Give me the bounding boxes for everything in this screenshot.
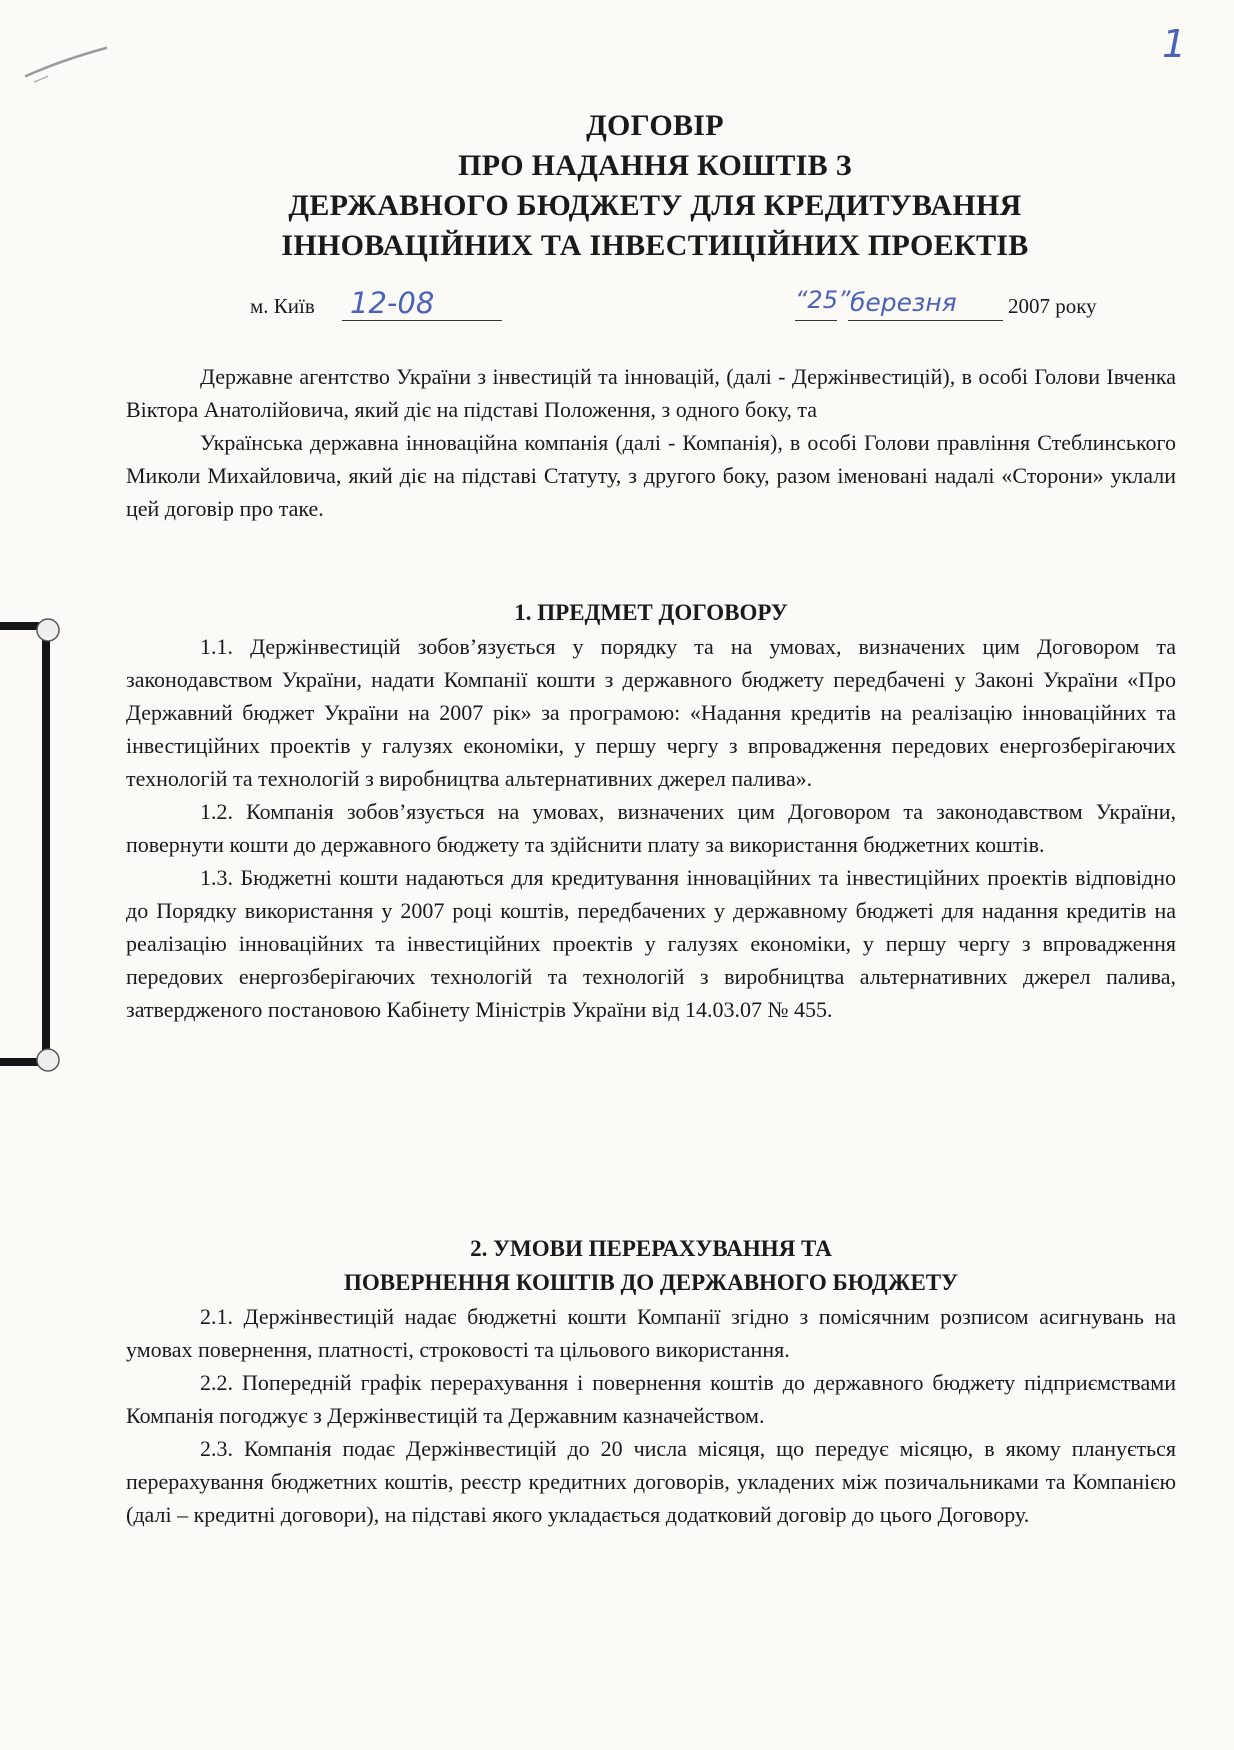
section-1-heading: 1. ПРЕДМЕТ ДОГОВОРУ [514, 600, 788, 625]
clause-1-2: 1.2. Компанія зобов’язується на умовах, визначених цим Договором та законодавством України, повернути кошти до державного бюджету та здійснити плату за використання бюджетних коштів. [126, 799, 1176, 857]
title-line: ДЕРЖАВНОГО БЮДЖЕТУ ДЛЯ КРЕДИТУВАННЯ [288, 189, 1022, 222]
clause-2-2: 2.2. Попередній графік перерахування і повернення коштів до державного бюджету підприємствами Компанія погоджує з Держінвестицій та Державним казначейством. [126, 1370, 1176, 1428]
registration-number-handwritten: 12-08 [350, 286, 435, 320]
date-month-line [848, 320, 1003, 321]
city: м. Київ [250, 294, 315, 318]
intro-party-1: Державне агентство України з інвестицій та інновацій, (далі - Держінвестицій), в особі Голови Івченка Віктора Анатолійовича, який діє на підставі Положення, з одного боку, та [126, 364, 1176, 422]
title-line: ДОГОВІР [586, 109, 724, 142]
date-day-line [795, 320, 837, 321]
section-1 [126, 596, 1176, 1026]
section-2 [126, 1232, 1176, 1531]
date-month-handwritten: березня [850, 288, 957, 317]
document-title [130, 106, 1180, 266]
clause-2-1: 2.1. Держінвестицій надає бюджетні кошти Компанії згідно з помісячним розписом асигнувань на умовах повернення, платності, строковості та цільового використання. [126, 1304, 1176, 1362]
section-2-heading-line-1: 2. УМОВИ ПЕРЕРАХУВАННЯ ТА [470, 1236, 832, 1261]
title-line: ПРО НАДАННЯ КОШТІВ З [458, 149, 852, 182]
intro-party-2: Українська державна інноваційна компанія (далі - Компанія), в особі Голови правління Стеблинського Миколи Михайловича, який діє на підставі Статуту, з другого боку, разом іменовані надалі «Сторони» уклали цей договір про таке. [126, 430, 1176, 521]
registration-number-line [342, 320, 502, 321]
pencil-stroke-mark [22, 38, 112, 88]
clause-2-3: 2.3. Компанія подає Держінвестицій до 20 числа місяця, що передує місяцю, в якому планується перерахування бюджетних коштів, реєстр кредитних договорів, укладених між позичальниками та Компанією (далі – кредитні договори), на підставі якого укладається додатковий договір до цього Договору. [126, 1436, 1176, 1527]
binding-cord [0, 612, 70, 1082]
title-line: ІННОВАЦІЙНИХ ТА ІНВЕСТИЦІЙНИХ ПРОЕКТІВ [281, 229, 1029, 262]
section-2-heading-line-2: ПОВЕРНЕННЯ КОШТІВ ДО ДЕРЖАВНОГО БЮДЖЕТУ [343, 1270, 959, 1295]
date-day-handwritten: “25” [795, 286, 851, 314]
intro-block [126, 360, 1176, 525]
clause-1-1: 1.1. Держінвестицій зобов’язується у порядку та на умовах, визначених цим Договором та законодавством України, надати Компанії кошти з державного бюджету передбачені у Законі України «Про Державний бюджет України на 2007 рік» за програмою: «Надання кредитів на реалізацію інноваційних та інвестиційних проектів у галузях економіки, у першу чергу з впровадження передових енергозберігаючих технологій та технологій з виробництва альтернативних джерел палива». [126, 634, 1176, 791]
date-year: 2007 року [1008, 294, 1097, 318]
place-number-date-line [250, 286, 1120, 326]
clause-1-3: 1.3. Бюджетні кошти надаються для кредитування інноваційних та інвестиційних проектів відповідно до Порядку використання у 2007 році коштів, передбачених у державному бюджеті для надання кредитів на реалізацію інноваційних та інвестиційних проектів у галузях економіки, у першу чергу з впровадження передових енергозберігаючих технологій та технологій з виробництва альтернативних джерел палива, затвердженого постановою Кабінету Міністрів України від 14.03.07 № 455. [126, 865, 1176, 1022]
page-number: 1 [1162, 22, 1187, 66]
